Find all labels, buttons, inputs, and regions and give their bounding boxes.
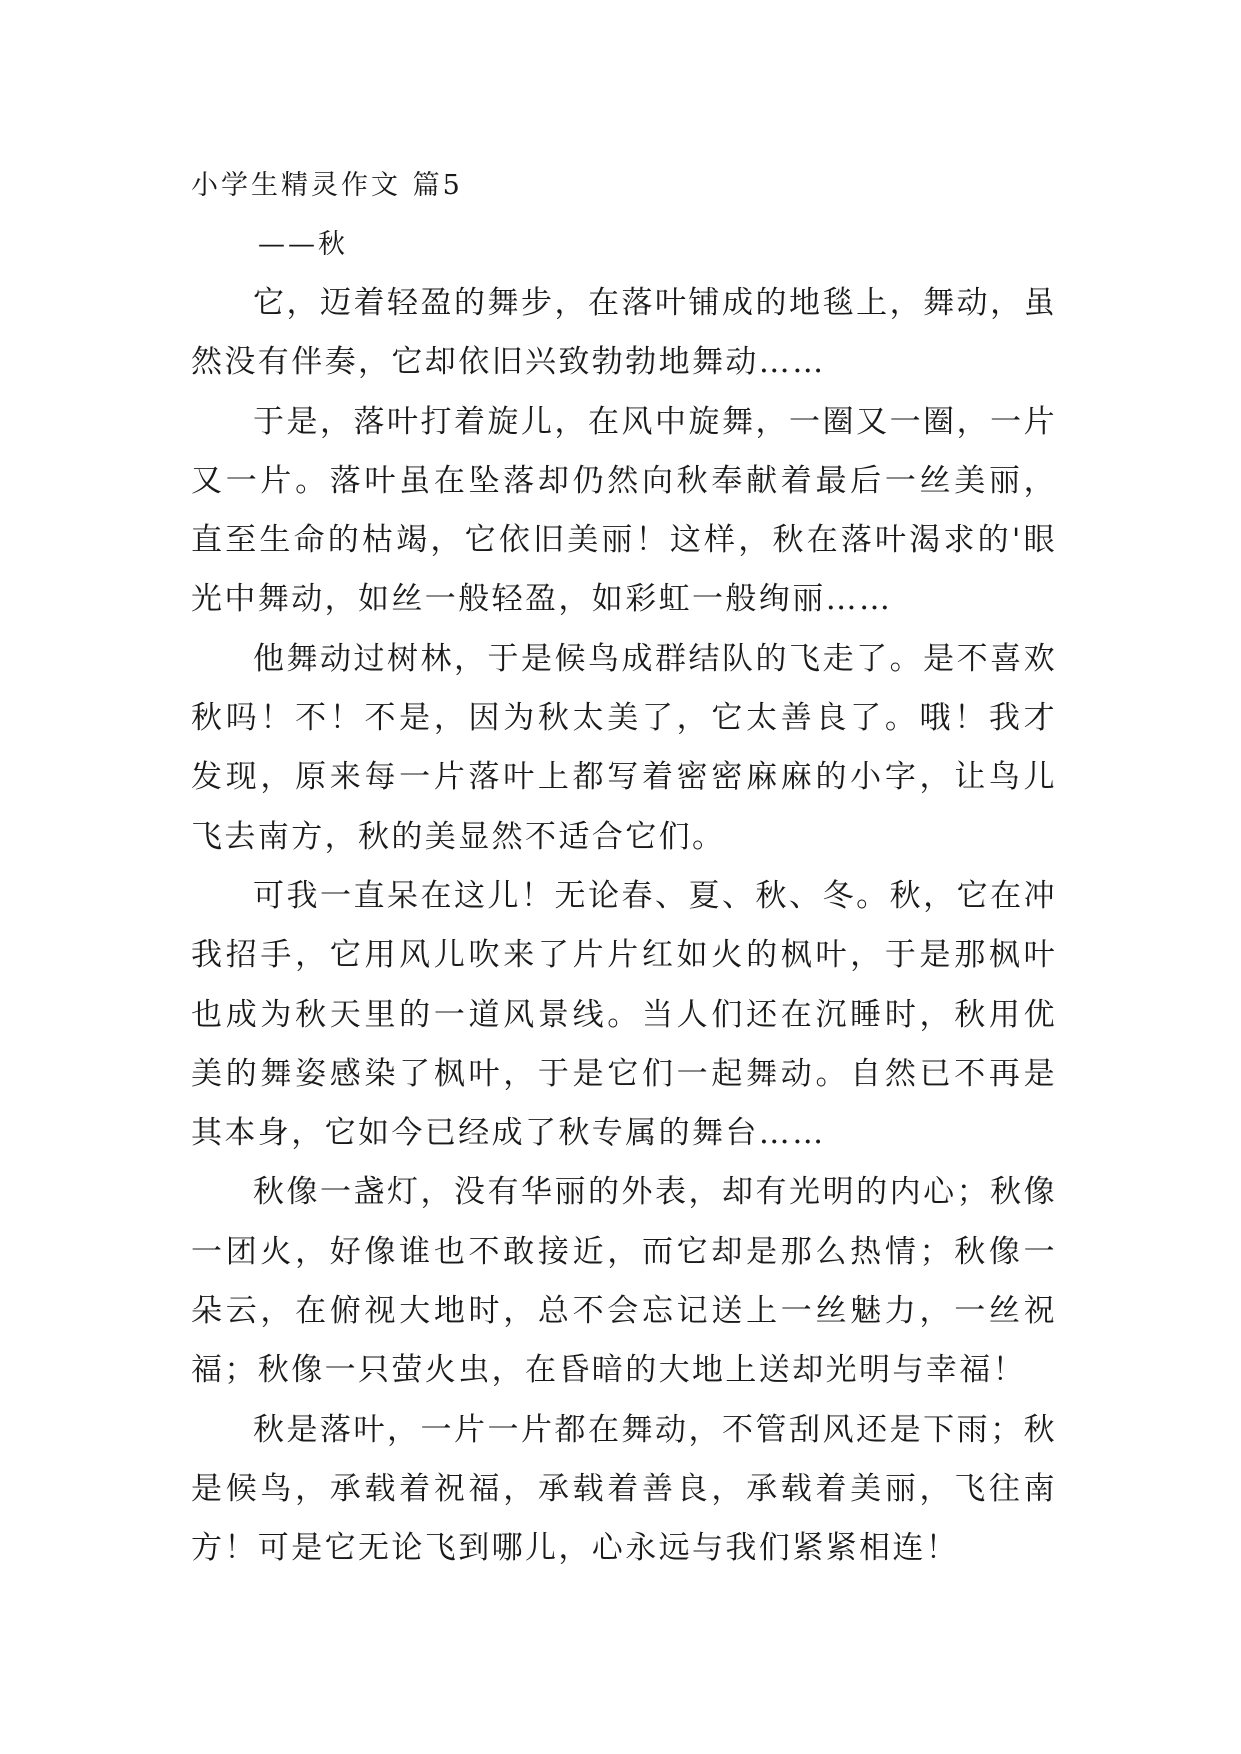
- document-subtitle: ——秋: [258, 229, 348, 260]
- paragraph: 秋像一盏灯，没有华丽的外表，却有光明的内心；秋像一团火，好像谁也不敢接近，而它却是那么热情；秋像一朵云，在俯视大地时，总不会忘记送上一丝魅力，一丝祝福；秋像一只萤火虫，在昏暗的大地上送却光明与幸福！: [191, 1174, 1057, 1389]
- paragraph: 于是，落叶打着旋儿，在风中旋舞，一圈又一圈，一片又一片。落叶虽在坠落却仍然向秋奉献着最后一丝美丽，直至生命的枯竭，它依旧美丽！这样，秋在落叶渴求的'眼光中舞动，如丝一般轻盈，如彩虹一般绚丽……: [191, 403, 1057, 618]
- paragraph: 秋是落叶，一片一片都在舞动，不管刮风还是下雨；秋是候鸟，承载着祝福，承载着善良，承载着美丽，飞往南方！可是它无论飞到哪儿，心永远与我们紧紧相连！: [191, 1411, 1057, 1567]
- document-body: [191, 274, 1057, 1579]
- paragraph: 它，迈着轻盈的舞步，在落叶铺成的地毯上，舞动，虽然没有伴奏，它却依旧兴致勃勃地舞动……: [191, 285, 1057, 381]
- paragraph: 可我一直呆在这儿！无论春、夏、秋、冬。秋，它在冲我招手，它用风儿吹来了片片红如火的枫叶，于是那枫叶也成为秋天里的一道风景线。当人们还在沉睡时，秋用优美的舞姿感染了枫叶，于是它们一起舞动。自然已不再是其本身，它如今已经成了秋专属的舞台……: [191, 877, 1057, 1152]
- paragraph: 他舞动过树林，于是候鸟成群结队的飞走了。是不喜欢秋吗！不！不是，因为秋太美了，它太善良了。哦！我才发现，原来每一片落叶上都写着密密麻麻的小字，让鸟儿飞去南方，秋的美显然不适合它们。: [191, 640, 1057, 855]
- document-title: 小学生精灵作文 篇5: [191, 170, 463, 201]
